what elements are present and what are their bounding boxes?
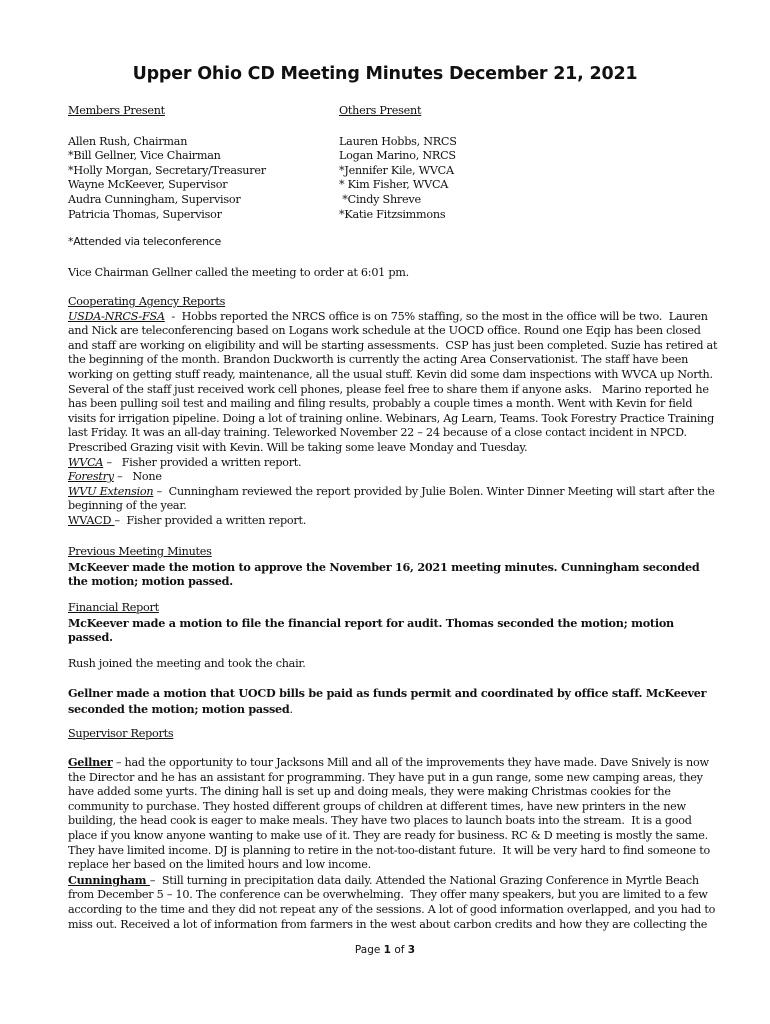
page-number: 1 xyxy=(383,944,391,956)
cunningham-label: Cunningham xyxy=(68,872,150,887)
financial-heading: Financial Report xyxy=(68,601,159,614)
wvu-report xyxy=(68,485,718,514)
page-word: Page xyxy=(354,944,384,956)
of-word: of xyxy=(390,944,408,956)
supervisor-reports xyxy=(68,755,718,932)
other-item: Lauren Hobbs, NRCS xyxy=(339,134,457,148)
wvca-label: WVCA xyxy=(68,455,104,469)
previous-motion: McKeever made the motion to approve the November 16, 2021 meeting minutes. Cunningham seconded the motion; motion passed. xyxy=(68,559,700,589)
gellner-report xyxy=(68,755,718,873)
member-item: Wayne McKeever, Supervisor xyxy=(68,178,228,192)
page-footer xyxy=(0,944,770,956)
rush-joined: Rush joined the meeting and took the chair. xyxy=(68,657,306,670)
other-item: *Jennifer Kile, WVCA xyxy=(339,163,454,177)
supervisor-heading xyxy=(68,727,718,742)
wvu-text: – Cunningham reviewed the report provided by Julie Bolen. Winter Dinner Meeting will start after the beginning of the year. xyxy=(68,484,718,513)
cunningham-report xyxy=(68,873,718,932)
wvacd-report xyxy=(68,514,718,529)
previous-minutes-section xyxy=(68,545,718,589)
wvacd-label: WVACD xyxy=(68,513,115,527)
gellner-text: – had the opportunity to tour Jacksons Mill and all of the improvements they have made. Dave Snively is now the Director and he has an assistant for programming. They have put in a gun range, some new camping areas, they have added some yurts. The dining hall is set up and doing meals, they were making Christmas cookies for the community to purchase. They hosted different groups of children at different times, have new printers in the new building, the head cook is eager to make meals. They have two places to launch boats into the stream. It is a good place if you know anyone wanting to make use of it. They are ready for business. RC & D meeting is mostly the same. They have limited income. DJ is planning to retire in the not-too-distant future. It will be very hard to find someone to replace her based on the limited hours and low income. xyxy=(68,756,714,872)
call-to-order: Vice Chairman Gellner called the meeting to order at 6:01 pm. xyxy=(68,266,409,279)
wvu-label: WVU Extension xyxy=(68,484,154,498)
members-heading: Members Present xyxy=(68,104,165,117)
wvca-text: – Fisher provided a written report. xyxy=(103,455,302,469)
member-item: Allen Rush, Chairman xyxy=(68,134,188,148)
cunningham-text: – Still turning in precipitation data daily. Attended the National Grazing Conference in Myrtle Beach from December 5 – 10. The conference can be overwhelming. They offer many speakers, but you are limited to a few according to the time and they did not repeat any of the sessions. A lot of good information overlapped, and you had to miss out. Received a lot of information from farmers in the west about carbon credits and how they are collecting the xyxy=(68,873,719,931)
usda-label: USDA-NRCS-FSA xyxy=(68,309,165,323)
previous-heading: Previous Meeting Minutes xyxy=(68,545,212,558)
others-column xyxy=(339,104,457,222)
gellner-label: Gellner xyxy=(68,755,113,769)
forestry-report xyxy=(68,470,718,485)
other-item: *Cindy Shreve xyxy=(339,192,421,206)
member-item: Patricia Thomas, Supervisor xyxy=(68,207,222,221)
members-column xyxy=(68,104,266,222)
cooperating-heading: Cooperating Agency Reports xyxy=(68,295,226,308)
cooperating-reports-section xyxy=(68,295,721,529)
wvacd-text: – Fisher provided a written report. xyxy=(114,513,307,527)
member-item: *Holly Morgan, Secretary/Treasurer xyxy=(68,163,266,177)
document-title: Upper Ohio CD Meeting Minutes December 21, 2021 xyxy=(132,64,638,84)
bills-motion: Gellner made a motion that UOCD bills be paid as funds permit and coordinated by office staff. McKeever seconded the motion; motion passed xyxy=(68,686,707,716)
financial-motion: McKeever made a motion to file the financial report for audit. Thomas seconded the motion; motion passed. xyxy=(68,615,674,645)
others-heading: Others Present xyxy=(339,104,422,117)
wvca-report xyxy=(68,456,718,471)
member-item: *Bill Gellner, Vice Chairman xyxy=(68,149,221,163)
bills-motion-paragraph xyxy=(68,686,718,717)
usda-text: - Hobbs reported the NRCS office is on 75% staffing, so the most in the office will be two. Lauren and Nick are teleconferencing based on Logans work schedule at the UOCD office. Round one Eqip has been closed and staff are working on eligibility and will be starting assessments. CSP has just been completed. Suzie has retired at the beginning of the month. Brandon Duckworth is currently the acting Area Conservationist. The staff have been working on getting stuff ready, maintenance, all the usual stuff. Kevin did some dam inspections with WVCA up North. Several of the staff just received work cell phones, please feel free to share them if anyone asks. Marino reported he has been pulling soil test and mailing and filing results, probably a couple times a month. Went with Kevin for field visits for irrigation pipeline. Doing a lot of training online. Webinars, Ag Learn, Teams. Took Forestry Practice Training last Friday. It was an all-day training. Teleworked November 22 – 24 because of a close contact incident in NPCD. Prescribed Grazing visit with Kevin. Will be taking some leave Monday and Tuesday. xyxy=(68,309,721,454)
member-item: Audra Cunningham, Supervisor xyxy=(68,192,241,206)
teleconference-note: *Attended via teleconference xyxy=(68,235,221,248)
financial-section xyxy=(68,601,718,645)
other-item: Logan Marino, NRCS xyxy=(339,149,456,163)
supervisor-heading-text: Supervisor Reports xyxy=(68,727,174,740)
other-item: *Katie Fitzsimmons xyxy=(339,207,446,221)
page-total: 3 xyxy=(407,944,416,956)
bills-period: . xyxy=(289,702,293,716)
usda-report xyxy=(68,309,721,456)
forestry-label: Forestry xyxy=(68,470,114,484)
forestry-text: – None xyxy=(113,470,162,484)
other-item: * Kim Fisher, WVCA xyxy=(339,178,449,192)
